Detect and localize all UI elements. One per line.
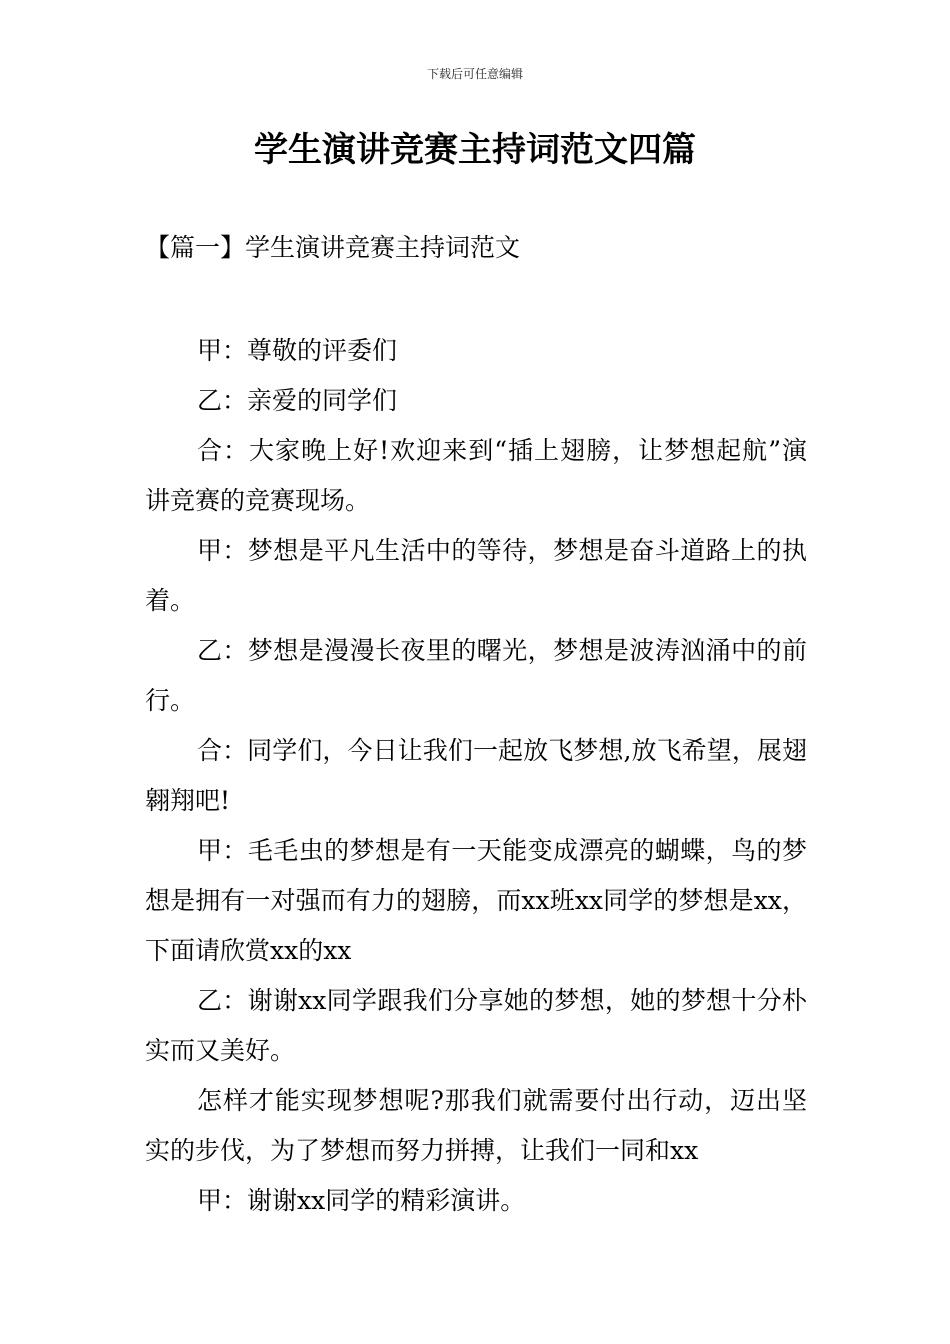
paragraph: 乙：亲爱的同学们 (197, 386, 398, 415)
paragraph: 乙：谢谢xx同学跟我们分享她的梦想，她的梦想十分朴实而又美好。 (145, 986, 807, 1065)
section-heading: 【篇一】学生演讲竞赛主持词范文 (145, 233, 521, 262)
header-note: 下载后可任意编辑 (426, 67, 523, 81)
document-title: 学生演讲竞赛主持词范文四篇 (254, 130, 696, 170)
paragraph: 甲：毛毛虫的梦想是有一天能变成漂亮的蝴蝶，鸟的梦想是拥有一对强而有力的翅膀，而xx班xx同学的梦想是xx，下面请欣赏xx的xx (145, 836, 807, 965)
paragraph: 合：大家晚上好!欢迎来到“插上翅膀，让梦想起航”演讲竞赛的竞赛现场。 (145, 436, 807, 515)
paragraph: 甲：谢谢xx同学的精彩演讲。 (197, 1186, 526, 1215)
paragraph: 怎样才能实现梦想呢?那我们就需要付出行动，迈出坚实的步伐，为了梦想而努力拼搏，让我们一同和xx (145, 1086, 807, 1165)
paragraph: 合：同学们，今日让我们一起放飞梦想,放飞希望，展翅翱翔吧! (145, 736, 807, 815)
paragraph: 甲：尊敬的评委们 (197, 336, 398, 365)
paragraph: 乙：梦想是漫漫长夜里的曙光，梦想是波涛汹涌中的前行。 (145, 636, 807, 715)
body-text (145, 326, 807, 1226)
paragraph: 甲：梦想是平凡生活中的等待，梦想是奋斗道路上的执着。 (145, 536, 807, 615)
